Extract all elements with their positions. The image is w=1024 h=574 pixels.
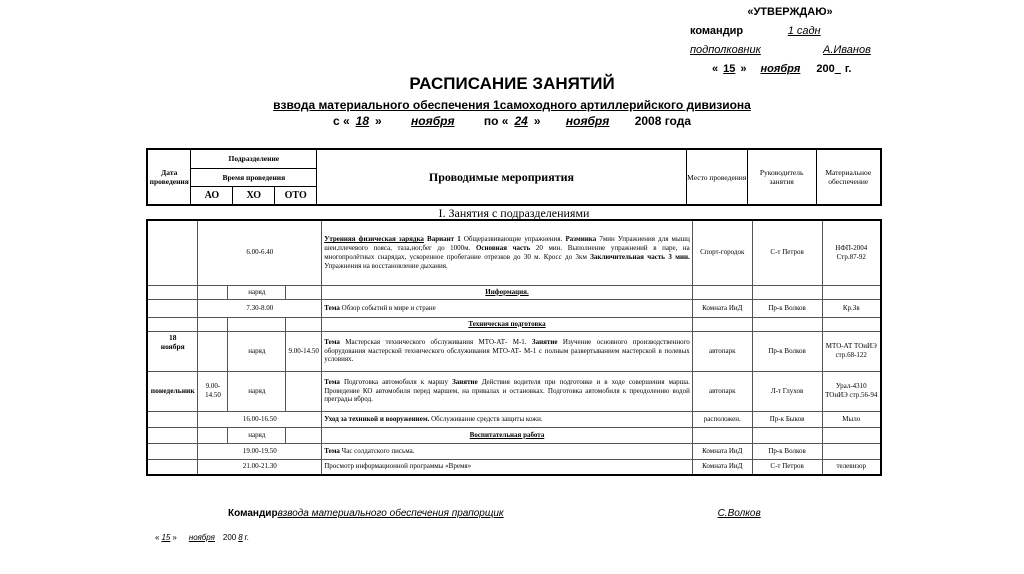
approval-rank: подполковник [690,44,761,56]
footer-year: 200 [222,533,237,542]
tech1-material: МТО-АТ ТОиИЭ стр.68-122 [822,331,881,371]
tech-header: Техническая подготовка [322,317,693,331]
approval-commander-label: командир [690,25,744,37]
period-line [0,114,1024,128]
approval-rank-line [690,41,890,60]
header-place: Место проведения [686,149,747,205]
table-row [147,317,881,331]
approval-name: А.Иванов [823,44,871,56]
approval-commander-unit: 1 садн [787,25,821,37]
info-material: Кр.Зв [822,299,881,317]
header-subdivision: Подразделение [191,149,317,168]
tech2-text: Тема Подготовка автомобиля к маршу Занятие Действия водителя при подготовке и в ходе совершения марша. Проведение КО автомобиля перед маршем, на привалах и остановках. Подготовка автомобиля к преодолению водой преграды вброд. [322,371,693,411]
header-date: Дата проведения [147,149,191,205]
morning-material: НФП-2004 Стр.87-92 [822,220,881,285]
tv-text: Просмотр информационной программы «Время» [322,459,693,475]
letters-text: Тема Час солдатского письма. [322,443,693,459]
period-to-prefix: по « [483,114,509,128]
period-year: 2008 года [634,114,692,128]
tv-place: Комната ИиД [692,459,752,475]
info-place: Комната ИиД [692,299,752,317]
schedule-header-table [146,148,882,206]
edu-topic: Воспитательная работа [322,427,693,443]
tech2-time: 9.00-14.50 [198,371,228,411]
header-leader: Руководитель занятия [747,149,816,205]
footer-year-digit: 8 [238,533,243,542]
table-row [147,285,881,299]
footer-month: ноября [188,533,215,542]
table-row [147,331,881,371]
duty2-label: наряд [228,427,286,443]
tech1-duty: наряд [228,331,286,371]
approval-month: ноября [760,63,801,75]
tech2-material: Урал-4310 ТОиИЭ стр.56-94 [822,371,881,411]
table-row [147,220,881,285]
page-title: РАСПИСАНИЕ ЗАНЯТИЙ [409,74,615,93]
letters-place: Комната ИиД [692,443,752,459]
info-leader: Пр-к Волков [752,299,822,317]
tech1-leader: Пр-к Волков [752,331,822,371]
duty-label: наряд [228,285,286,299]
tv-leader: С-т Петров [752,459,822,475]
period-to-month: ноября [565,114,610,128]
table-row [147,299,881,317]
section-title: I. Занятия с подразделениями [438,206,590,220]
morning-place: Спорт-городок [692,220,752,285]
footer-signature [228,508,761,519]
table-row [147,371,881,411]
morning-time: 6.00-6.40 [198,220,322,285]
care-leader: Пр-к Быков [752,411,822,427]
header-time: Время проведения [191,168,317,186]
letters-leader: Пр-к Волков [752,443,822,459]
care-text: Уход за техникой и вооружением. Обслуживание средств защиты кожи. [322,411,693,427]
info-topic: Информация. [322,285,693,299]
date-cell-empty [147,220,198,285]
header-col-ao: АО [191,186,233,205]
tech2-leader: Л-т Глухов [752,371,822,411]
footer-date [155,533,249,542]
approval-date-mid: » [740,63,747,75]
info-time: 7.30-8.00 [198,299,322,317]
approval-date-open: « [712,63,719,75]
approval-heading: «УТВЕРЖДАЮ» [747,6,833,18]
header-col-xo: ХО [233,186,275,205]
care-place: расположен. [692,411,752,427]
table-row [147,459,881,475]
period-to-close: » [533,114,541,128]
period-from-prefix: с « [332,114,350,128]
approval-block [690,3,890,79]
header-col-oto: ОТО [275,186,317,205]
header-activities: Проводимые мероприятия [317,149,687,205]
tech2-place: автопарк [692,371,752,411]
date-weekday: понедельник [147,371,198,411]
period-from-close: » [375,114,382,128]
footer-year-suffix: г. [244,533,249,542]
tv-material: телевизор [822,459,881,475]
info-text: Тема Обзор событий в мире и стране [322,299,693,317]
footer-date-open: « [155,533,160,542]
care-time: 16.00-16.50 [198,411,322,427]
morning-leader: С-т Петров [752,220,822,285]
approval-year-suffix: г. [844,63,852,75]
tech2-duty: наряд [228,371,286,411]
period-to-day: 24 [514,114,528,128]
tech1-text: Тема Мастерская технического обслуживания МТО-АТ- М-1. Занятие Изучение основного производственного оборудования мастерской технического обслуживания МТО-АТ- М-1 с полным развертыванием мастерской в полевых условиях. [322,331,693,371]
footer-name: С.Волков [717,508,761,519]
footer-commander-label: Командир [228,508,278,519]
table-row [147,411,881,427]
morning-text: Утренняя физическая зарядка Вариант 1 Общеразвивающие упражнения. Разминка 7мин Упражнения для мышц шеи,плечевого пояса, таза,ног,бег до 1000м. Основная часть 20 мин. Выполнение упражнений в паре, на многопролётных снарядах, ускоренное пробегание отрезков до 30 м. Кросс до 3км Заключительная часть 3 мин. Упражнения на восстановление дыхания. [322,220,693,285]
care-material: Мыло [822,411,881,427]
letters-time: 19.00-19.50 [198,443,322,459]
table-row [147,443,881,459]
approval-commander-line [690,22,890,41]
tech1-place: автопарк [692,331,752,371]
footer-date-mid: » [172,533,177,542]
table-row [147,427,881,443]
approval-day: 15 [723,63,736,75]
date-day: 18 ноября [147,331,198,371]
page-subtitle: взвода материального обеспечения 1самоходного артиллерийского дивизиона [273,98,751,112]
tech1-time: 9.00-14.50 [286,331,322,371]
footer-signature-text: взвода материального обеспечения прапорщик [277,508,504,519]
schedule-body-table [146,219,882,476]
footer-day: 15 [161,533,171,542]
period-from-month: ноября [411,114,455,128]
period-from-day: 18 [355,114,370,128]
tv-time: 21.00-21.30 [198,459,322,475]
header-material: Материальное обеспечение [816,149,881,205]
approval-year: 200 [816,63,835,75]
